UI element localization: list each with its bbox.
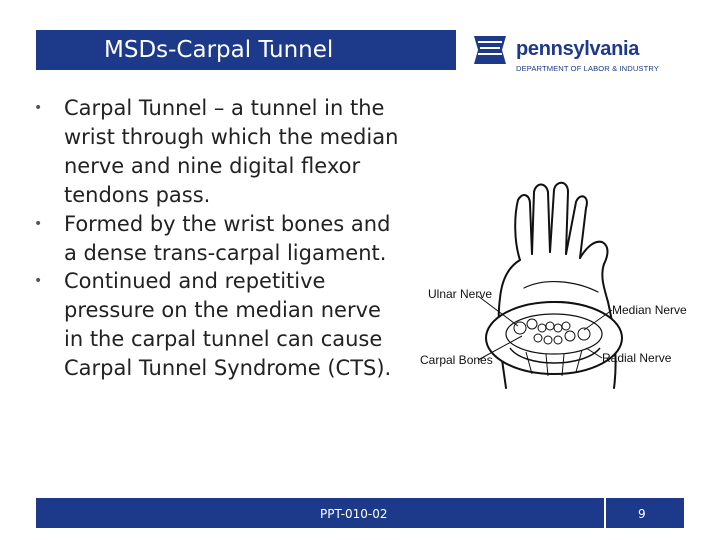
bullet-text: Carpal Tunnel – a tunnel in the wrist through which the median nerve and nine digital flexor tendons pass. [64,96,399,207]
bullet-dot-icon: • [34,100,43,116]
carpal-tunnel-illustration [414,178,694,418]
keystone-icon [468,34,512,68]
pennsylvania-logo [468,30,688,76]
label-carpal-bones: Carpal Bones [420,353,493,367]
label-ulnar-nerve: Ulnar Nerve [428,287,493,301]
bullet-list [28,94,400,383]
page-number: 9 [638,507,646,521]
bullet-item [28,94,400,210]
bullet-item [28,210,400,268]
logo-wordmark: pennsylvania [516,38,640,60]
logo-subtitle: DEPARTMENT OF LABOR & INDUSTRY [516,64,659,73]
bullet-text: Continued and repetitive pressure on the median nerve in the carpal tunnel can cause Carpal Tunnel Syndrome (CTS). [64,269,392,381]
footer-divider [604,498,606,528]
footer-code: PPT-010-02 [320,507,388,521]
slide-title: MSDs-Carpal Tunnel [36,30,456,70]
bullet-dot-icon: • [34,215,43,232]
bullet-dot-icon: • [34,273,43,290]
bullet-item [28,267,400,383]
label-median-nerve: Median Nerve [612,303,687,317]
label-radial-nerve: Radial Nerve [602,351,672,365]
bullet-text: Formed by the wrist bones and a dense trans-carpal ligament. [64,211,391,265]
